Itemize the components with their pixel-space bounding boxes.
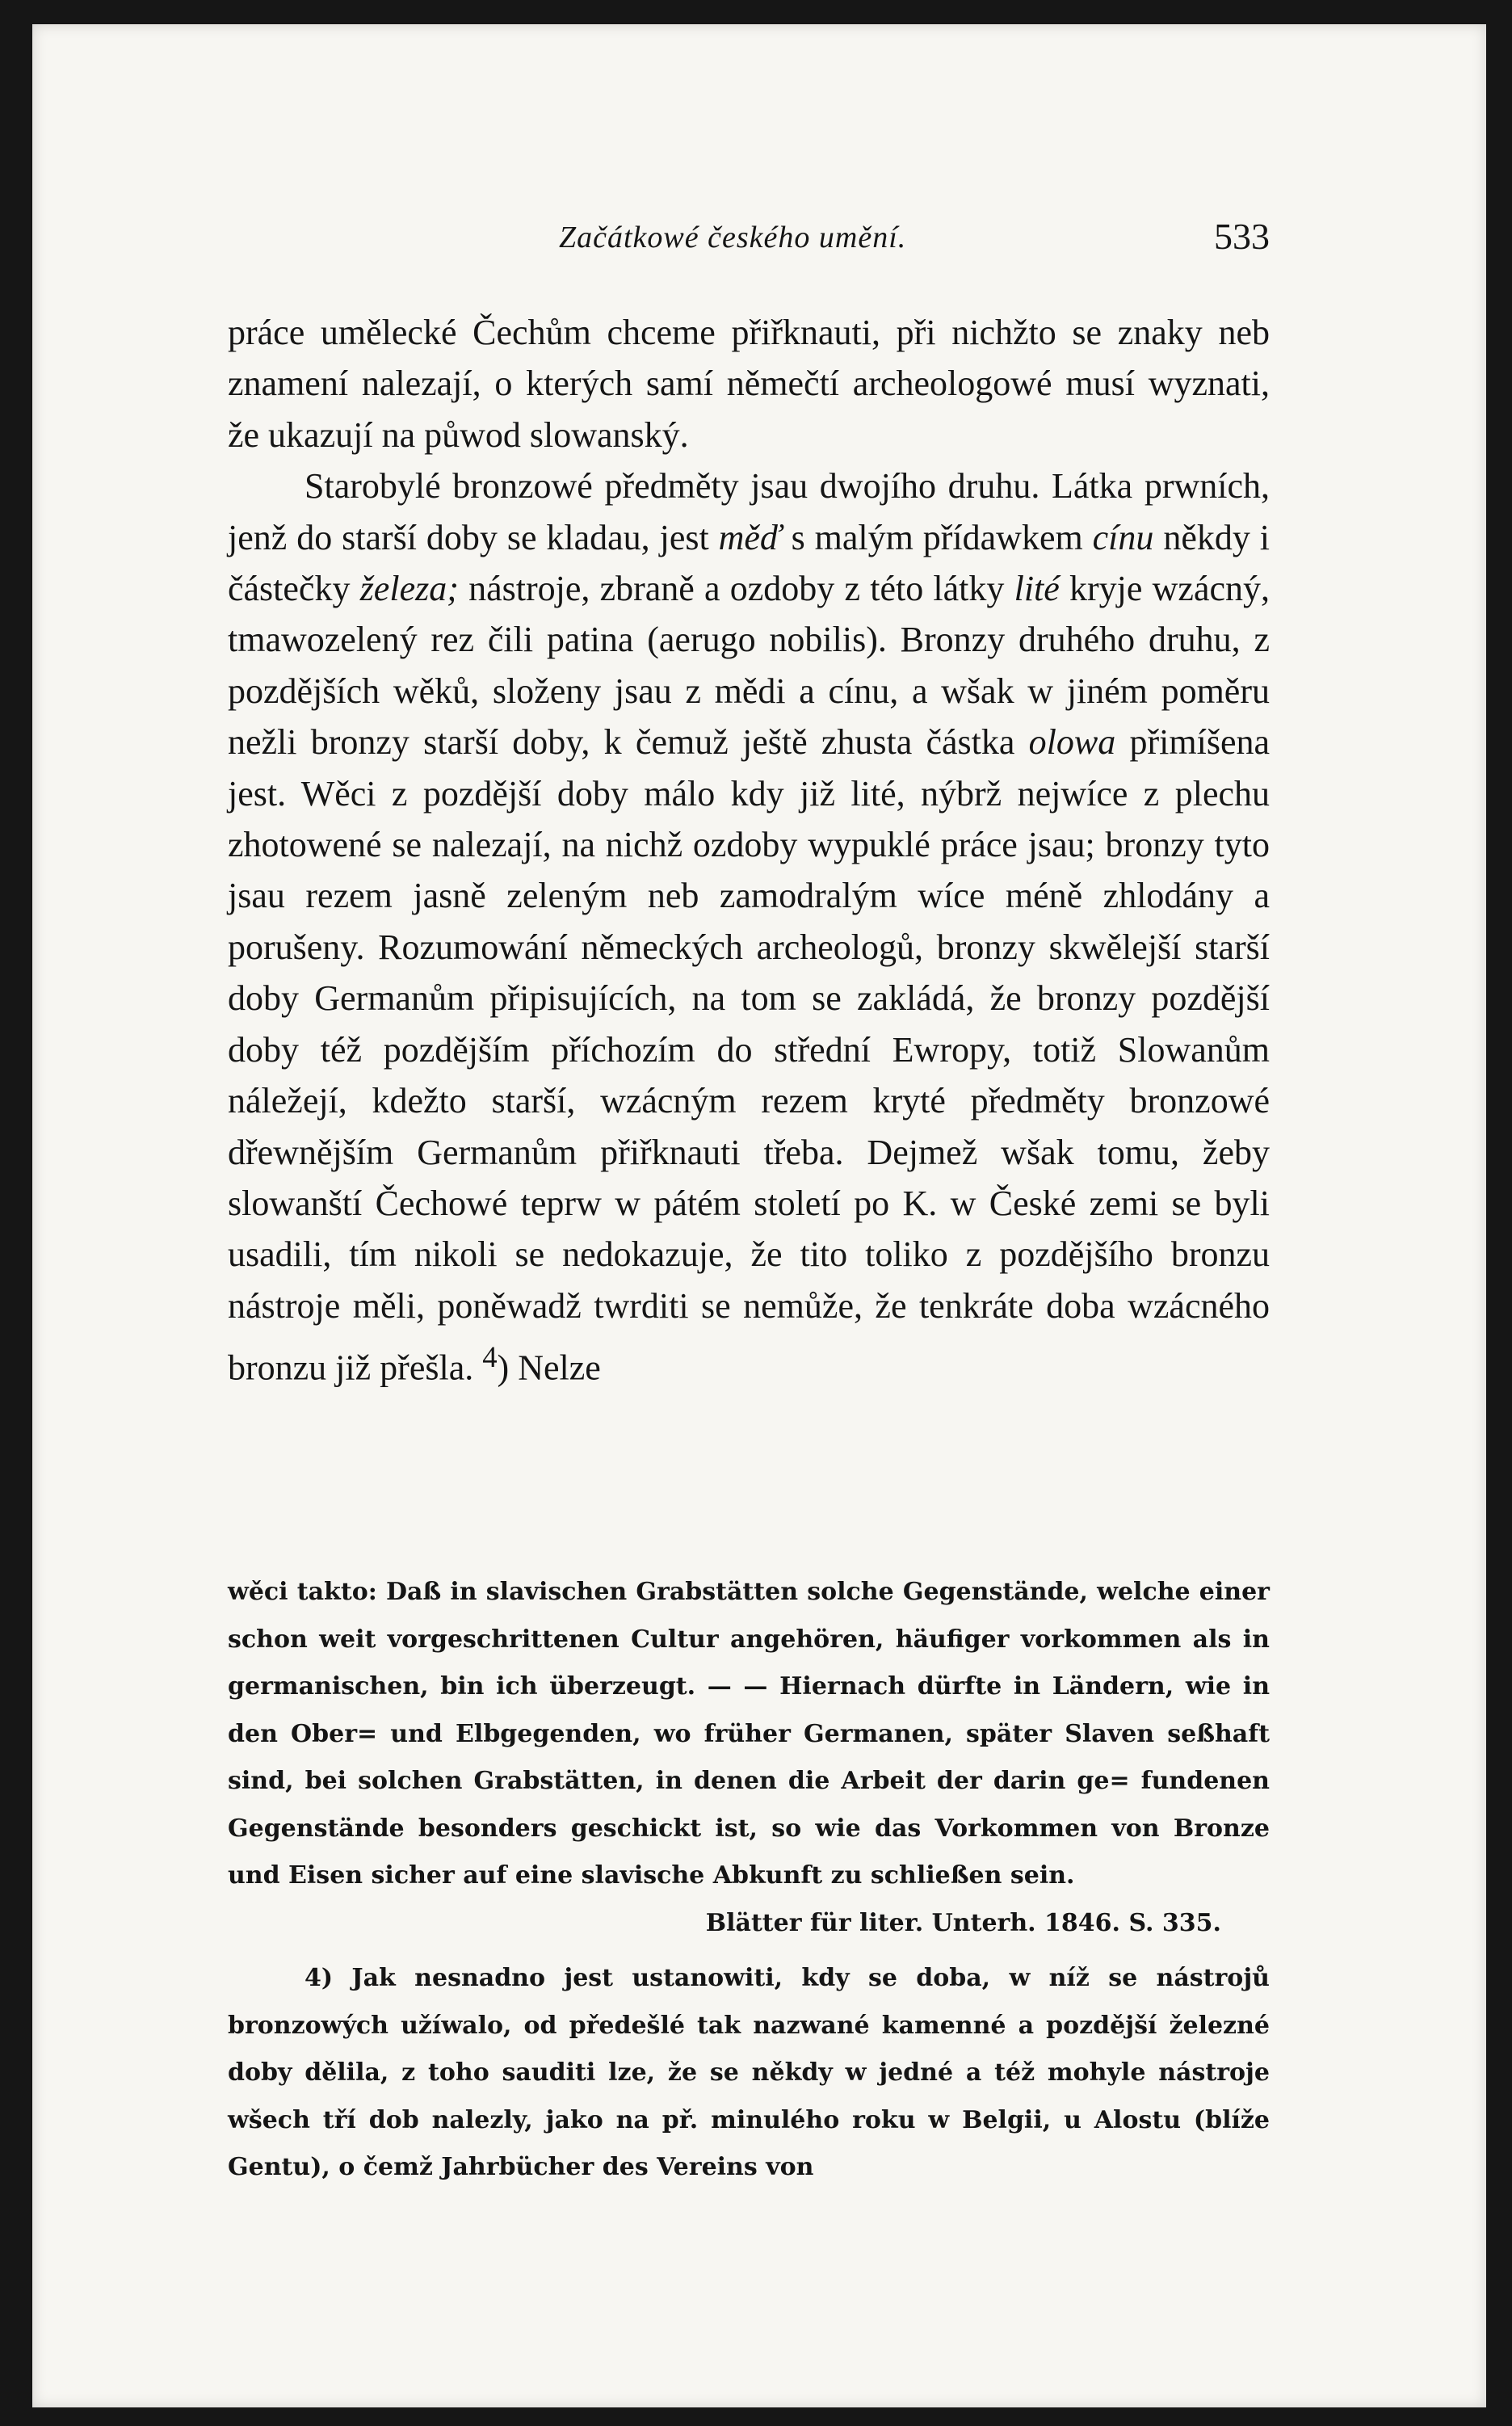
text-run: s malým přídawkem (781, 517, 1093, 557)
running-title: Začátkowé českého umění. (559, 221, 907, 254)
text-run: kryje wzácný, tmawozelený rez čili patina (aerugo nobilis). Bronzy druhého druhu, z pozdějších wěků, složeny jsau z mědi a cínu, a wšak w jiném poměru nežli bronzy starší doby, k čemuž ještě zhusta částka (228, 569, 1270, 763)
text-run: ) Nelze (497, 1348, 601, 1388)
text-run: nástroje, zbraně a ozdoby z této látky (458, 569, 1014, 609)
text-run: někdy i částečky (228, 517, 1270, 609)
emphasis-med: měď (718, 517, 782, 557)
running-head (228, 216, 1270, 268)
footnote-ref-4: 4 (482, 1340, 498, 1374)
book-page (32, 24, 1486, 2407)
footnote-citation: Blätter für liter. Unterh. 1846. S. 335. (705, 1908, 1221, 1937)
footnote-continuation: wěci takto: Daß in slavischen Grabstätten solche Gegenstände, welche einer schon weit vorgeschrittenen Cultur angehören, häufiger vorkommen als in germanischen, bin ich überzeugt. — — Hiernach dürfte in Ländern, wie in den Ober= und Elbgegenden, wo früher Germanen, später Slaven seßhaft sind, bei solchen Grabstätten, in denen die Arbeit der darin ge= fundenen Gegenstände besonders geschickt ist, so wie das Vorkommen von Bronze und Eisen sicher auf eine slavische Abkunft zu schließen sein. (228, 1578, 1270, 1890)
footnote-4 (228, 1955, 1270, 2192)
main-text (228, 307, 1270, 1394)
page-number: 533 (1214, 216, 1270, 257)
paragraph-bronze (228, 460, 1270, 1394)
emphasis-cinu: cínu (1092, 517, 1154, 557)
text-run: Starobylé bronzowé předměty jsau dwojího druhu. Látka prwních, jenž do starší doby se kladau, jest (228, 466, 1270, 557)
emphasis-lite: lité (1014, 569, 1060, 609)
footnote-4-label: 4) (304, 1964, 334, 1992)
footnote-4-text: Jak nesnadno jest ustanowiti, kdy se doba, w níž se nástrojů bronzowých užíwalo, od předešlé tak nazwané kamenné a pozdější železné doby dělila, z toho sauditi lze, že se někdy w jedné a též mohyle nástroje wšech tří dob nalezly, jako na př. minulého roku w Belgii, u Alostu (blíže Gentu), o čemž Jahrbücher des Vereins von (228, 1964, 1270, 2181)
text-run: přimíšena jest. Wěci z pozdější doby málo kdy již lité, nýbrž nejwíce z plechu zhotowené se nalezají, na nichž ozdoby wypuklé práce jsau; bronzy tyto jsau rezem jasně zeleným neb zamodralým wíce méně zhlodány a porušeny. Rozumowání německých archeologů, bronzy skwělejší starší doby Germanům připisujících, na tom se zakládá, že bronzy pozdější doby též pozdějším příchozím do střední Ewropy, totiž Slowanům náležejí, kdežto starší, wzácným rezem kryté předměty bronzowé dřewnějším Germanům přiřknauti třeba. Dejmež wšak tomu, žeby slowanští Čechowé teprw w pátém století po K. w České zemi se byli usadili, tím nikoli se nedokazuje, že tito toliko z pozdějšího bronzu nástroje měli, poněwadž twrditi se nemůže, že tenkráte doba wzácného bronzu již přešla. (228, 722, 1270, 1388)
emphasis-olowa: olowa (1028, 722, 1116, 763)
footnotes (228, 1569, 1270, 2192)
emphasis-zeleza: železa; (359, 569, 459, 609)
paragraph-continuation: práce umělecké Čechům chceme přiřknauti, při nichžto se znaky neb znamení nalezají, o kterých samí němečtí archeologowé musí wyznati, že ukazují na půwod slowanský. (228, 313, 1270, 455)
